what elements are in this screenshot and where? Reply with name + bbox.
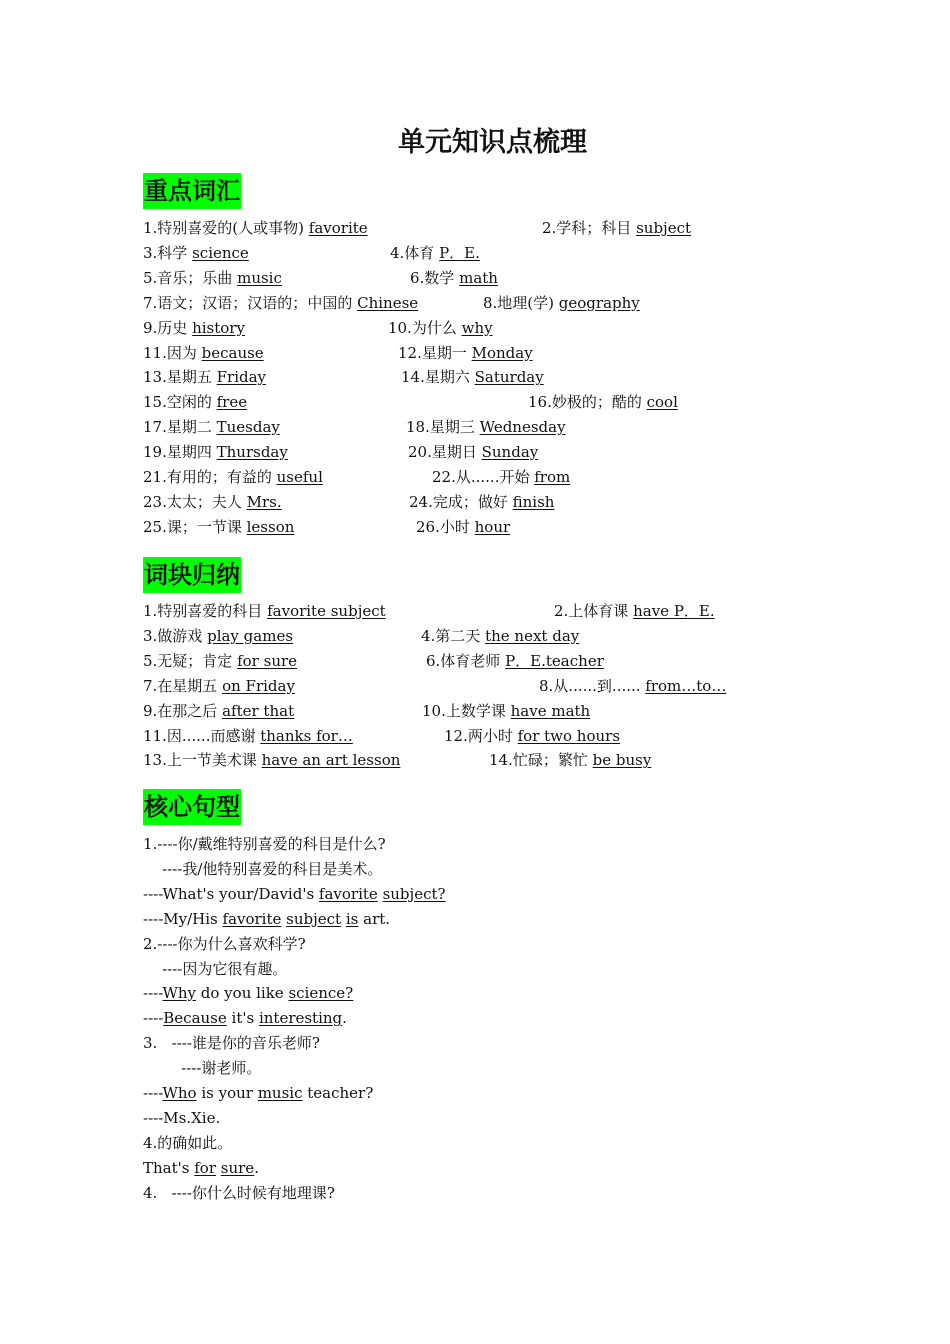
vocab-item [408,440,538,464]
vocab-chinese: 3.科学 [143,243,193,262]
vocab-english: hour [474,517,511,536]
vocab-chinese: 16.妙极的；酷的 [528,393,647,412]
sentence-text: is your [196,1084,258,1102]
vocab-row [143,515,511,539]
vocab-row [143,365,544,389]
sentence-keyword: subject [286,909,342,928]
phrase-chinese: 1.特别喜爱的科目 [143,602,268,620]
phrase-chinese: 5.无疑；肯定 [143,651,238,670]
vocab-item [483,291,640,315]
vocab-english: Mrs. [246,492,282,511]
sentence-keyword: sure [220,1158,255,1177]
vocab-english: science [192,243,249,262]
phrase-chinese: 14.忙碌；繁忙 [489,751,593,770]
sentence-line [143,1156,259,1180]
vocab-chinese: 17.星期二 [143,418,217,437]
phrase-item [539,674,726,698]
vocab-chinese: 19.星期四 [143,443,217,462]
vocab-english: geography [558,293,640,312]
sentence-text: . [342,1009,347,1028]
sentence-line [143,932,306,956]
vocab-chinese: 9.历史 [143,318,193,337]
phrase-item [421,624,579,648]
vocab-item [398,341,533,365]
vocab-english: Saturday [474,368,544,387]
sentence-keyword: subject? [382,884,446,903]
sentence-line [143,1031,320,1055]
sentence-line [143,1131,232,1155]
sentence-text: . [254,1158,259,1177]
sentence-text: ---- [143,984,163,1003]
vocab-english: because [201,343,264,362]
phrase-english: for sure [237,651,298,670]
phrase-row [143,649,604,673]
vocab-row [143,316,493,340]
vocab-item [542,216,691,240]
vocab-row [143,266,498,290]
vocab-item [143,344,264,362]
vocab-row [143,291,640,315]
vocab-english: Wednesday [479,418,566,437]
vocab-item [143,219,368,237]
phrase-item [143,652,297,670]
phrase-chinese: 11.因......而感谢 [143,726,261,745]
sentence-keyword: Because [163,1009,227,1028]
phrase-chinese: 7.在星期五 [143,676,223,695]
sentence-text: it's [226,1009,259,1028]
vocab-chinese: 1.特别喜爱的(人或事物) [143,219,309,237]
vocab-chinese: 25.课；一节课 [143,517,247,536]
phrase-english: play games [207,626,294,645]
vocab-english: Monday [471,343,533,362]
vocab-item [143,244,249,262]
phrase-item [444,724,620,748]
vocab-english: music [237,268,282,287]
sentence-line [143,1006,347,1030]
vocab-english: subject [636,219,692,237]
vocab-chinese: 26.小时 [416,517,475,536]
vocab-item [406,415,566,439]
vocab-row [143,216,692,240]
phrase-english: the next day [485,626,580,645]
vocab-item [143,468,323,486]
phrase-row [143,674,727,698]
vocab-english: lesson [246,517,295,536]
vocab-chinese: 4.体育 [390,243,440,262]
vocab-chinese: 18.星期三 [406,418,480,437]
sentence-line [143,981,353,1005]
vocab-chinese: 23.太太；夫人 [143,492,247,511]
phrase-english: have math [510,701,591,720]
phrase-chinese: 8.从......到...... [539,676,646,695]
sentence-keyword: Who [162,1084,197,1102]
sentence-text: 4. ----你什么时候有地理课? [143,1183,335,1202]
vocab-chinese: 22.从......开始 [432,468,535,486]
vocab-english: P．E. [439,243,480,262]
sentence-line [143,1081,373,1105]
phrase-row [143,599,715,623]
vocab-chinese: 6.数学 [410,268,460,287]
vocab-chinese: 10.为什么 [388,318,462,337]
phrase-chinese: 12.两小时 [444,726,518,745]
sentence-text: ---- [143,1009,164,1028]
vocab-chinese: 5.音乐；乐曲 [143,268,238,287]
vocab-item [143,368,266,386]
phrase-row [143,624,580,648]
phrase-item [143,602,386,620]
sentence-line [143,832,386,856]
vocab-english: Chinese [357,293,419,312]
phrase-english: thanks for… [260,726,353,745]
phrase-chinese: 13.上一节美术课 [143,751,262,770]
sentence-keyword: Why [162,984,197,1003]
phrase-english: P．E.teacher [505,651,604,670]
phrase-item [489,748,651,772]
vocab-chinese: 12.星期一 [398,343,472,362]
vocab-english: free [216,393,248,412]
sentence-text: ----Ms.Xie. [143,1108,221,1127]
vocab-item [410,266,498,290]
vocab-english: Thursday [216,443,288,462]
sentence-line [143,957,287,981]
sentence-text: ----因为它很有趣。 [143,959,288,978]
sentence-keyword: is [345,909,359,928]
sentence-text: ----My/His [143,909,223,928]
vocab-row [143,390,678,414]
phrase-item [426,649,604,673]
vocab-item [401,365,544,389]
vocab-item [388,316,493,340]
phrase-item [422,699,590,723]
vocab-item [143,269,282,287]
sentence-text: 2.----你为什么喜欢科学? [143,934,306,953]
sentence-text: ---- [143,1084,163,1102]
phrase-item [143,751,400,769]
vocab-row [143,440,539,464]
vocab-english: Friday [216,368,267,387]
vocab-english: Tuesday [216,418,280,437]
vocab-item [143,518,294,536]
vocab-chinese: 14.星期六 [401,368,475,387]
phrase-row [143,724,621,748]
phrase-english: be busy [592,751,652,770]
page-title: 单元知识点梳理 [398,127,587,158]
phrase-chinese: 3.做游戏 [143,626,208,645]
vocab-item [143,443,288,461]
vocab-chinese: 13.星期五 [143,368,217,387]
section-heading-phrases: 词块归纳 [143,557,241,593]
vocab-chinese: 8.地理(学) [483,293,559,312]
phrase-chinese: 2.上体育课 [554,602,634,620]
sentence-keyword: for [194,1158,216,1177]
vocab-row [143,341,533,365]
sentence-text: ----谢老师。 [143,1059,262,1078]
vocab-row [143,415,566,439]
phrase-english: for two hours [517,726,621,745]
sentence-line [143,882,446,906]
vocab-item [409,490,554,514]
sentence-text: ----What's your/David's [143,884,319,903]
vocab-english: math [459,268,498,287]
sentence-text: teacher? [302,1084,374,1102]
vocab-english: Sunday [481,443,539,462]
phrase-item [143,627,293,645]
phrase-chinese: 9.在那之后 [143,701,223,720]
sentence-line [143,857,382,881]
sentence-text: art. [358,909,391,928]
sentence-line [143,907,390,931]
vocab-english: cool [646,393,678,412]
vocab-row [143,465,571,489]
phrase-item [143,677,295,695]
vocab-item [143,418,280,436]
phrase-english: on Friday [222,676,295,695]
sentence-keyword: favorite [222,909,282,928]
vocab-english: favorite [308,219,368,237]
vocab-chinese: 20.星期日 [408,443,482,462]
vocab-chinese: 2.学科；科目 [542,219,637,237]
sentence-text: do you like [196,984,289,1003]
section-heading-sentences: 核心句型 [143,789,241,825]
sentence-text: 1.----你/戴维特别喜爱的科目是什么? [143,835,386,853]
vocab-english: useful [276,468,323,486]
phrase-item [554,599,715,623]
section-heading-vocab: 重点词汇 [143,173,241,209]
vocab-item [143,493,282,511]
sentence-line [143,1106,220,1130]
phrase-english: have P．E. [633,602,715,620]
phrase-item [143,702,294,720]
phrase-english: favorite subject [267,602,386,620]
phrase-chinese: 10.上数学课 [422,701,511,720]
phrase-chinese: 6.体育老师 [426,651,506,670]
vocab-item [143,393,247,411]
vocab-chinese: 21.有用的；有益的 [143,468,277,486]
sentence-text: 3. ----谁是你的音乐老师? [143,1034,320,1053]
sentence-keyword: interesting [258,1009,343,1028]
phrase-row [143,748,652,772]
vocab-chinese: 24.完成；做好 [409,492,513,511]
vocab-english: from [534,468,571,486]
vocab-chinese: 7.语文；汉语；汉语的；中国的 [143,293,358,312]
phrase-chinese: 4.第二天 [421,626,486,645]
vocab-item [416,515,510,539]
phrase-item [143,727,353,745]
sentence-text: ----我/他特别喜爱的科目是美术。 [143,859,383,878]
vocab-item [390,241,480,265]
vocab-english: why [461,318,493,337]
sentence-text: That's [143,1158,195,1177]
vocab-chinese: 11.因为 [143,343,202,362]
phrase-english: have an art lesson [261,751,401,770]
vocab-item [528,390,678,414]
sentence-line [143,1181,335,1205]
sentence-text: 4.的确如此。 [143,1133,233,1152]
phrase-english: after that [222,701,295,720]
phrase-row [143,699,591,723]
vocab-english: finish [512,492,555,511]
vocab-row [143,490,555,514]
vocab-chinese: 15.空闲的 [143,393,217,412]
sentence-keyword: favorite [318,884,378,903]
sentence-line [143,1056,261,1080]
sentence-keyword: science? [288,984,354,1003]
sentence-keyword: music [257,1084,303,1102]
vocab-english: history [192,318,245,337]
vocab-item [143,294,418,312]
phrase-english: from…to… [645,676,727,695]
vocab-item [143,319,245,337]
vocab-item [432,465,570,489]
vocab-row [143,241,480,265]
